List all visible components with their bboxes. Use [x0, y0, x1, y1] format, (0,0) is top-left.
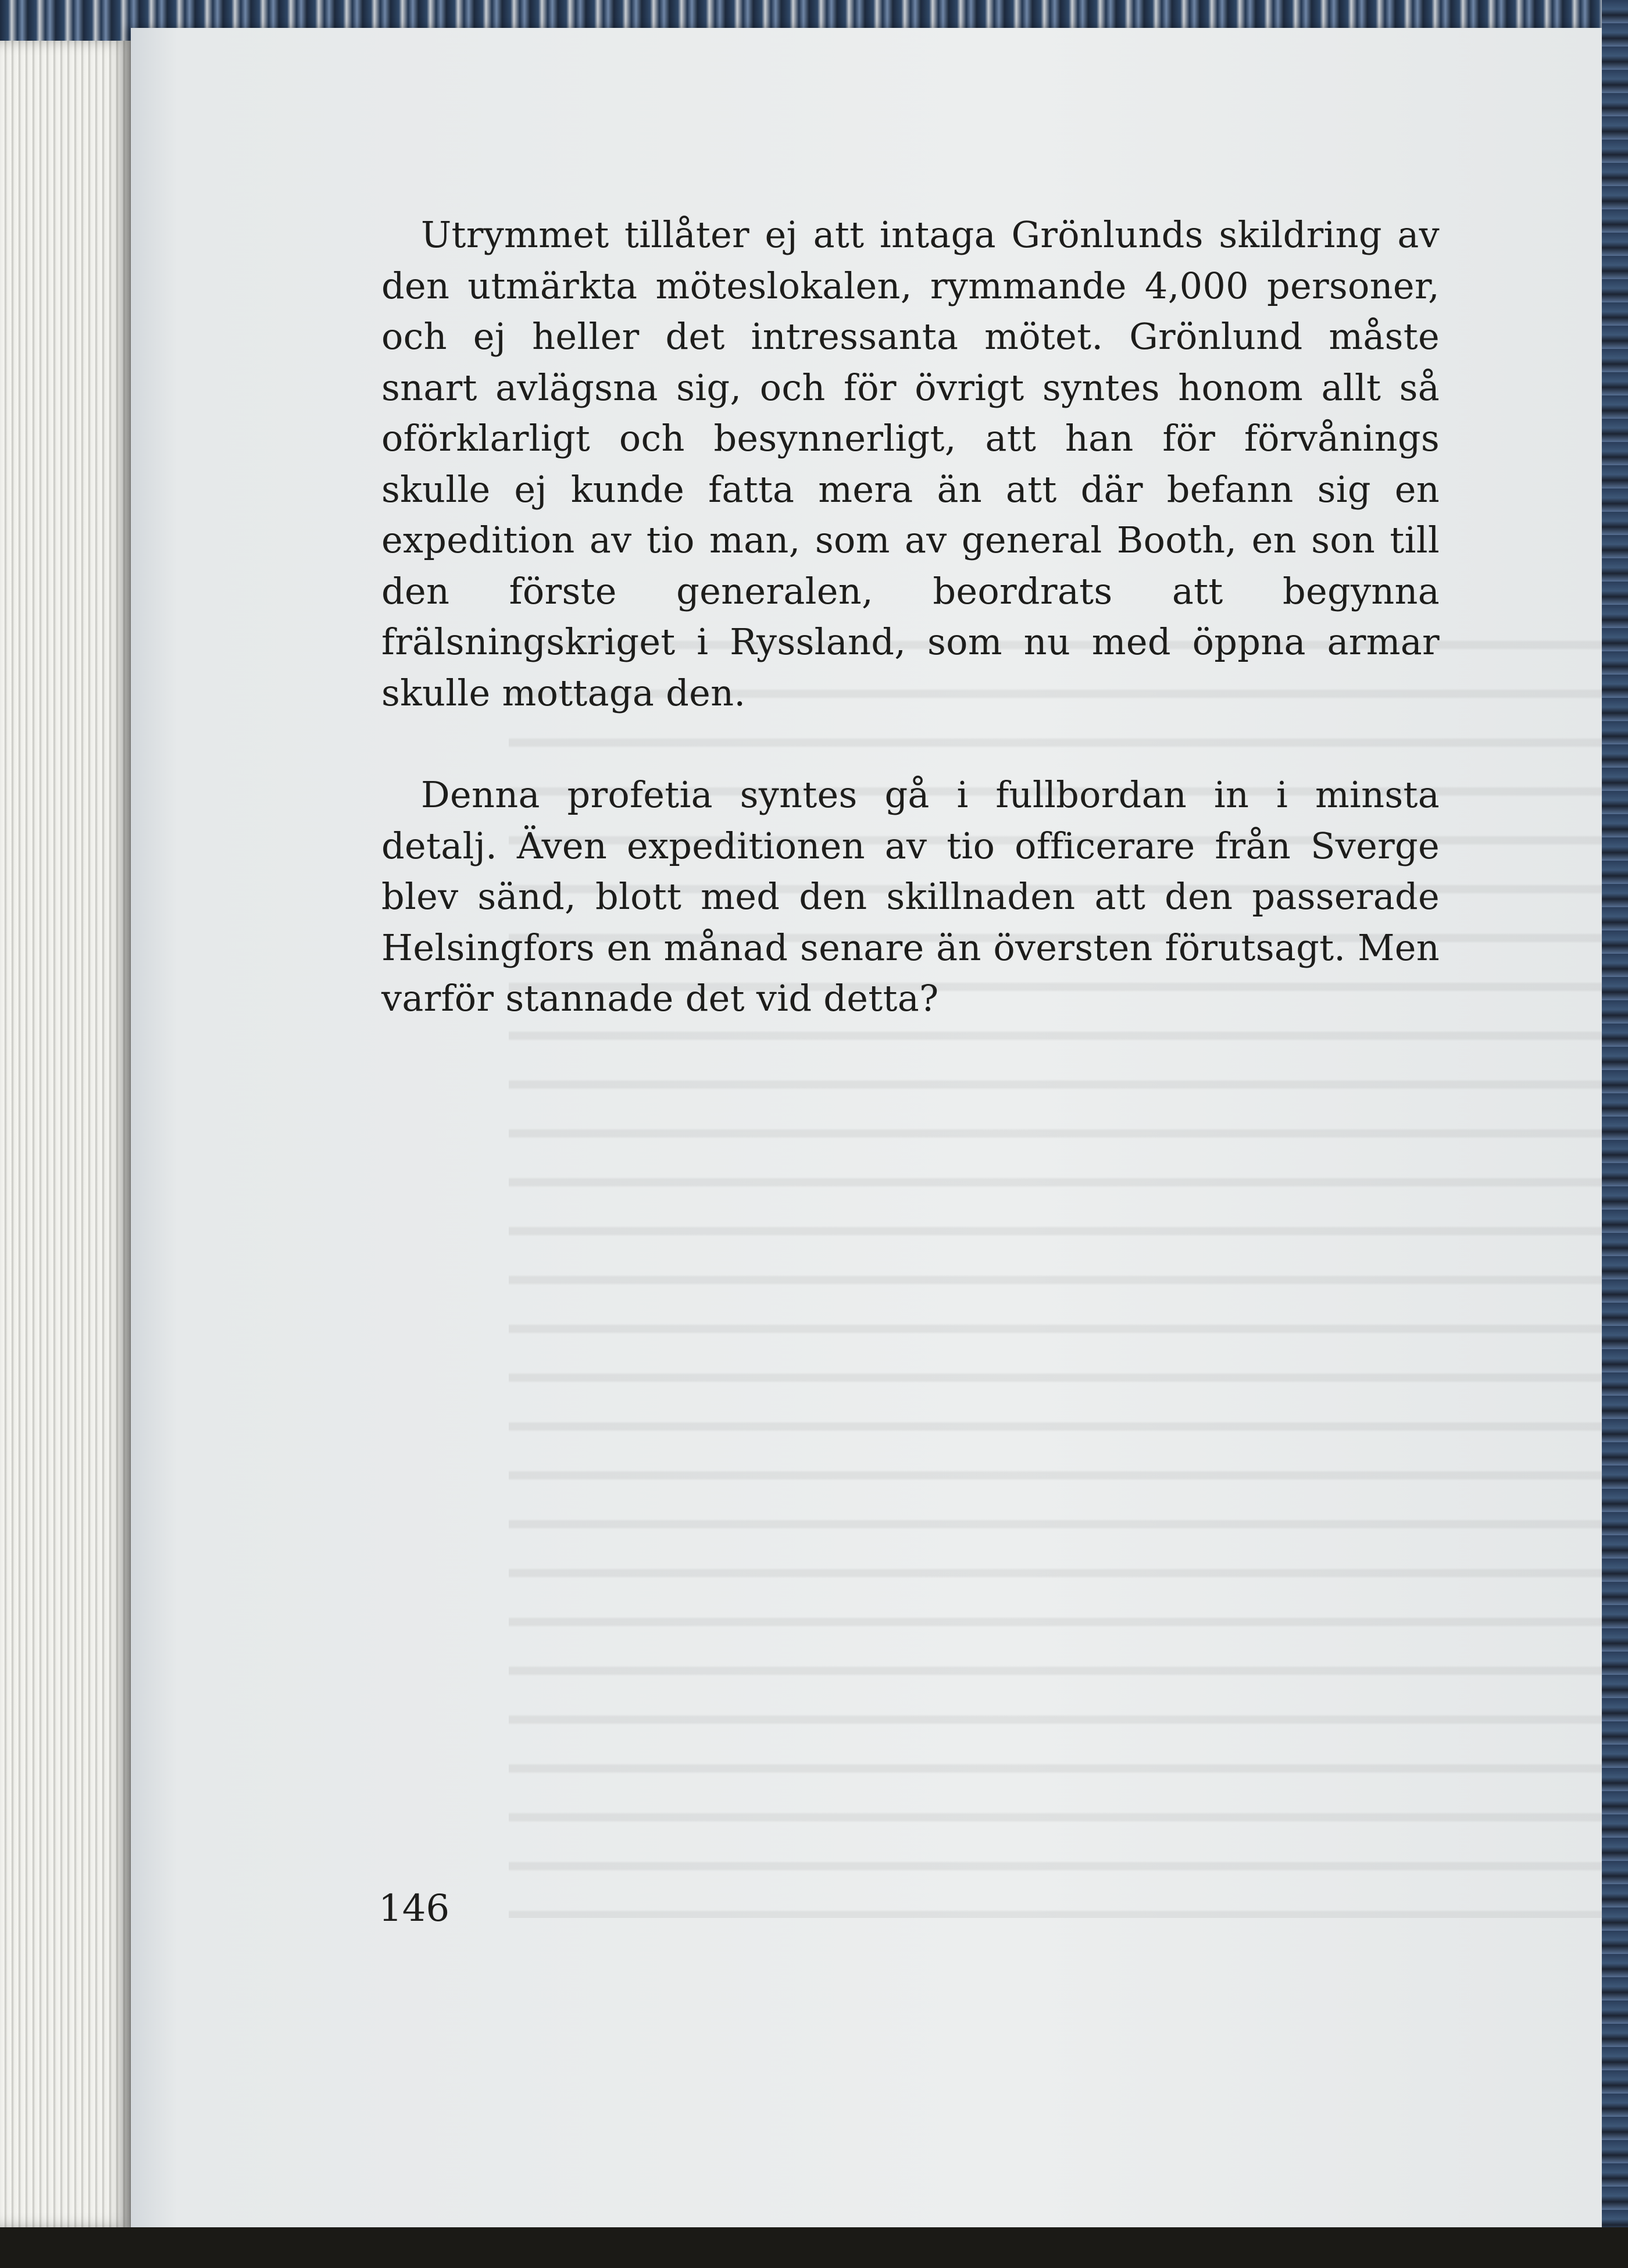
book-cover-right-edge	[1602, 0, 1628, 2268]
page-edges-stack	[0, 41, 131, 2227]
page-number: 146	[379, 1887, 450, 1930]
book-cover-bottom-edge	[0, 2227, 1628, 2268]
body-text	[381, 209, 1440, 1024]
paragraph-1: Utrymmet tillåter ej att intaga Grönlunds skildring av den utmärkta möteslokalen, rymmande 4,000 personer, och ej heller det intressanta mötet. Grönlund måste snart avlägsna sig, och för övrigt syntes honom allt så oförklarligt och besynnerligt, att han för förvånings skulle ej kunde fatta mera än att där befann sig en expedition av tio man, som av general Booth, en son till den förste generalen, beordrats att begynna frälsningskriget i Ryssland, som nu med öppna armar skulle mottaga den.	[381, 213, 1440, 714]
paragraph-2: Denna profetia syntes gå i fullbordan in i minsta detalj. Även expeditionen av tio officerare från Sverge blev sänd, blott med den skillnaden att den passerade Helsingfors en månad senare än översten förutsagt. Men varför stannade det vid detta?	[381, 773, 1440, 1019]
